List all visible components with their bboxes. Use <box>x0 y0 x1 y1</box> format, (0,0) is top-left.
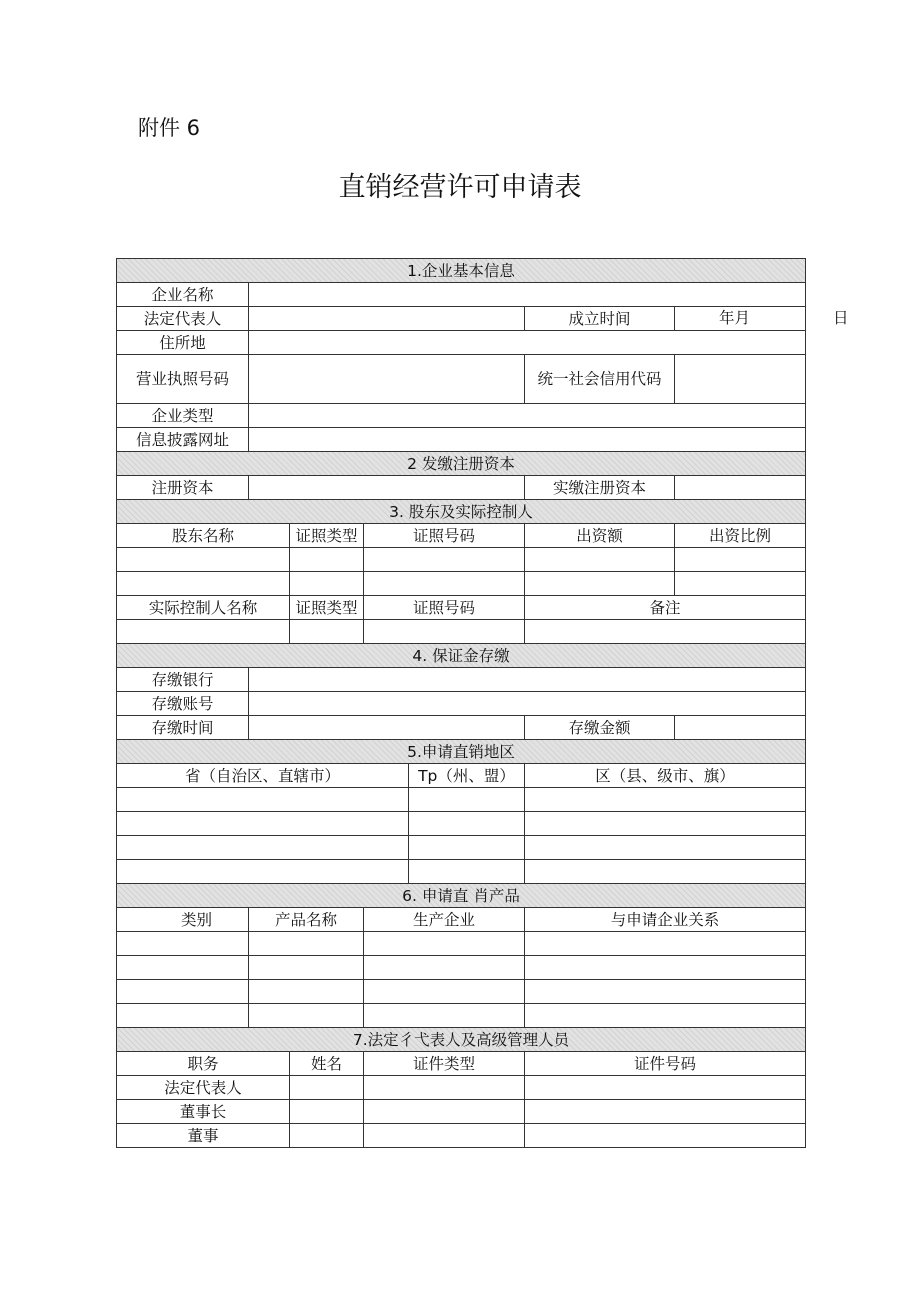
section-2-header <box>117 452 806 476</box>
section-3-title: 3. 股东及实际控制人 <box>117 500 806 524</box>
district-header: 区（县、级市、旗） <box>525 764 806 788</box>
position-legal-rep: 法定代表人 <box>117 1076 290 1100</box>
controller-row <box>117 620 806 644</box>
product-header-row <box>117 908 806 932</box>
section-5-header <box>117 740 806 764</box>
deposit-amount-field[interactable] <box>675 716 806 740</box>
management-row <box>117 1076 806 1100</box>
row-company-type <box>117 404 806 428</box>
section-6-header <box>117 884 806 908</box>
company-type-label: 企业类型 <box>117 404 249 428</box>
contribution-header: 出资额 <box>525 524 675 548</box>
year-month-label: 年月 <box>719 309 751 327</box>
legal-rep-label: 法定代表人 <box>117 307 249 331</box>
controller-license-type-header: 证照类型 <box>290 596 364 620</box>
controller-license-number-header: 证照号码 <box>364 596 525 620</box>
founded-label: 成立时间 <box>525 307 675 331</box>
province-header: 省（自治区、直辖市） <box>117 764 409 788</box>
company-name-field[interactable] <box>249 283 806 307</box>
section-1-header <box>117 259 806 283</box>
management-row <box>117 1100 806 1124</box>
row-disclosure-url <box>117 428 806 452</box>
region-row <box>117 788 806 812</box>
disclosure-url-field[interactable] <box>249 428 806 452</box>
license-type-header: 证照类型 <box>290 524 364 548</box>
section-4-title: 4. 保证金存缴 <box>117 644 806 668</box>
contribution-ratio-header: 出资比例 <box>675 524 806 548</box>
deposit-time-field[interactable] <box>249 716 525 740</box>
row-license <box>117 355 806 404</box>
controller-name-header: 实际控制人名称 <box>117 596 290 620</box>
legal-rep-field[interactable] <box>249 307 525 331</box>
section-7-header <box>117 1028 806 1052</box>
form-title: 直销经营许可申请表 <box>338 172 582 203</box>
section-3-header <box>117 500 806 524</box>
product-row <box>117 932 806 956</box>
company-name-label: 企业名称 <box>117 283 249 307</box>
section-5-title: 5.申请直销地区 <box>117 740 806 764</box>
shareholder-header-row <box>117 524 806 548</box>
region-row <box>117 812 806 836</box>
day-label: 日 <box>833 309 849 327</box>
section-4-header <box>117 644 806 668</box>
row-address <box>117 331 806 355</box>
license-no-field[interactable] <box>249 355 525 404</box>
registered-capital-field[interactable] <box>249 476 525 500</box>
id-number-header: 证件号码 <box>525 1052 806 1076</box>
position-header: 职务 <box>117 1052 290 1076</box>
address-label: 住所地 <box>117 331 249 355</box>
deposit-bank-field[interactable] <box>249 668 806 692</box>
product-row <box>117 980 806 1004</box>
section-6-title: 6. 申请直 肖产品 <box>117 884 806 908</box>
region-row <box>117 836 806 860</box>
paid-in-capital-field[interactable] <box>675 476 806 500</box>
license-number-header: 证照号码 <box>364 524 525 548</box>
manufacturer-header: 生产企业 <box>364 908 525 932</box>
management-row <box>117 1124 806 1148</box>
controller-header-row <box>117 596 806 620</box>
company-type-field[interactable] <box>249 404 806 428</box>
section-1-title: 1.企业基本信息 <box>117 259 806 283</box>
row-deposit-account <box>117 692 806 716</box>
category-header: 类别 <box>117 908 249 932</box>
region-row <box>117 860 806 884</box>
relationship-header: 与申请企业关系 <box>525 908 806 932</box>
credit-code-label: 统一社会信用代码 <box>525 355 675 404</box>
row-capital <box>117 476 806 500</box>
disclosure-url-label: 信息披露网址 <box>117 428 249 452</box>
paid-in-capital-label: 实缴注册资本 <box>525 476 675 500</box>
row-company-name <box>117 283 806 307</box>
deposit-time-label: 存缴时间 <box>117 716 249 740</box>
product-name-header: 产品名称 <box>249 908 364 932</box>
section-2-title: 2 发缴注册资本 <box>117 452 806 476</box>
license-no-label: 营业执照号码 <box>117 355 249 404</box>
shareholder-row <box>117 572 806 596</box>
attachment-label: 附件 6 <box>138 116 201 140</box>
credit-code-field[interactable] <box>675 355 806 404</box>
management-header-row <box>117 1052 806 1076</box>
position-director: 董事 <box>117 1124 290 1148</box>
name-header: 姓名 <box>290 1052 364 1076</box>
deposit-bank-label: 存缴银行 <box>117 668 249 692</box>
row-legal-rep <box>117 307 806 331</box>
row-deposit-bank <box>117 668 806 692</box>
product-row <box>117 1004 806 1028</box>
city-header: Tp（州、盟） <box>409 764 525 788</box>
section-7-title: 7.法定彳弋表人及高级管理人员 <box>117 1028 806 1052</box>
address-field[interactable] <box>249 331 806 355</box>
founded-date-field[interactable] <box>675 307 849 331</box>
shareholder-row <box>117 548 806 572</box>
registered-capital-label: 注册资本 <box>117 476 249 500</box>
id-type-header: 证件类型 <box>364 1052 525 1076</box>
row-deposit-time <box>117 716 806 740</box>
position-chairman: 董事长 <box>117 1100 290 1124</box>
application-form <box>116 258 849 1148</box>
deposit-account-label: 存缴账号 <box>117 692 249 716</box>
deposit-amount-label: 存缴金额 <box>525 716 675 740</box>
shareholder-name-header: 股东名称 <box>117 524 290 548</box>
deposit-account-field[interactable] <box>249 692 806 716</box>
product-row <box>117 956 806 980</box>
remarks-header: 备注 <box>525 596 806 620</box>
region-header-row <box>117 764 806 788</box>
